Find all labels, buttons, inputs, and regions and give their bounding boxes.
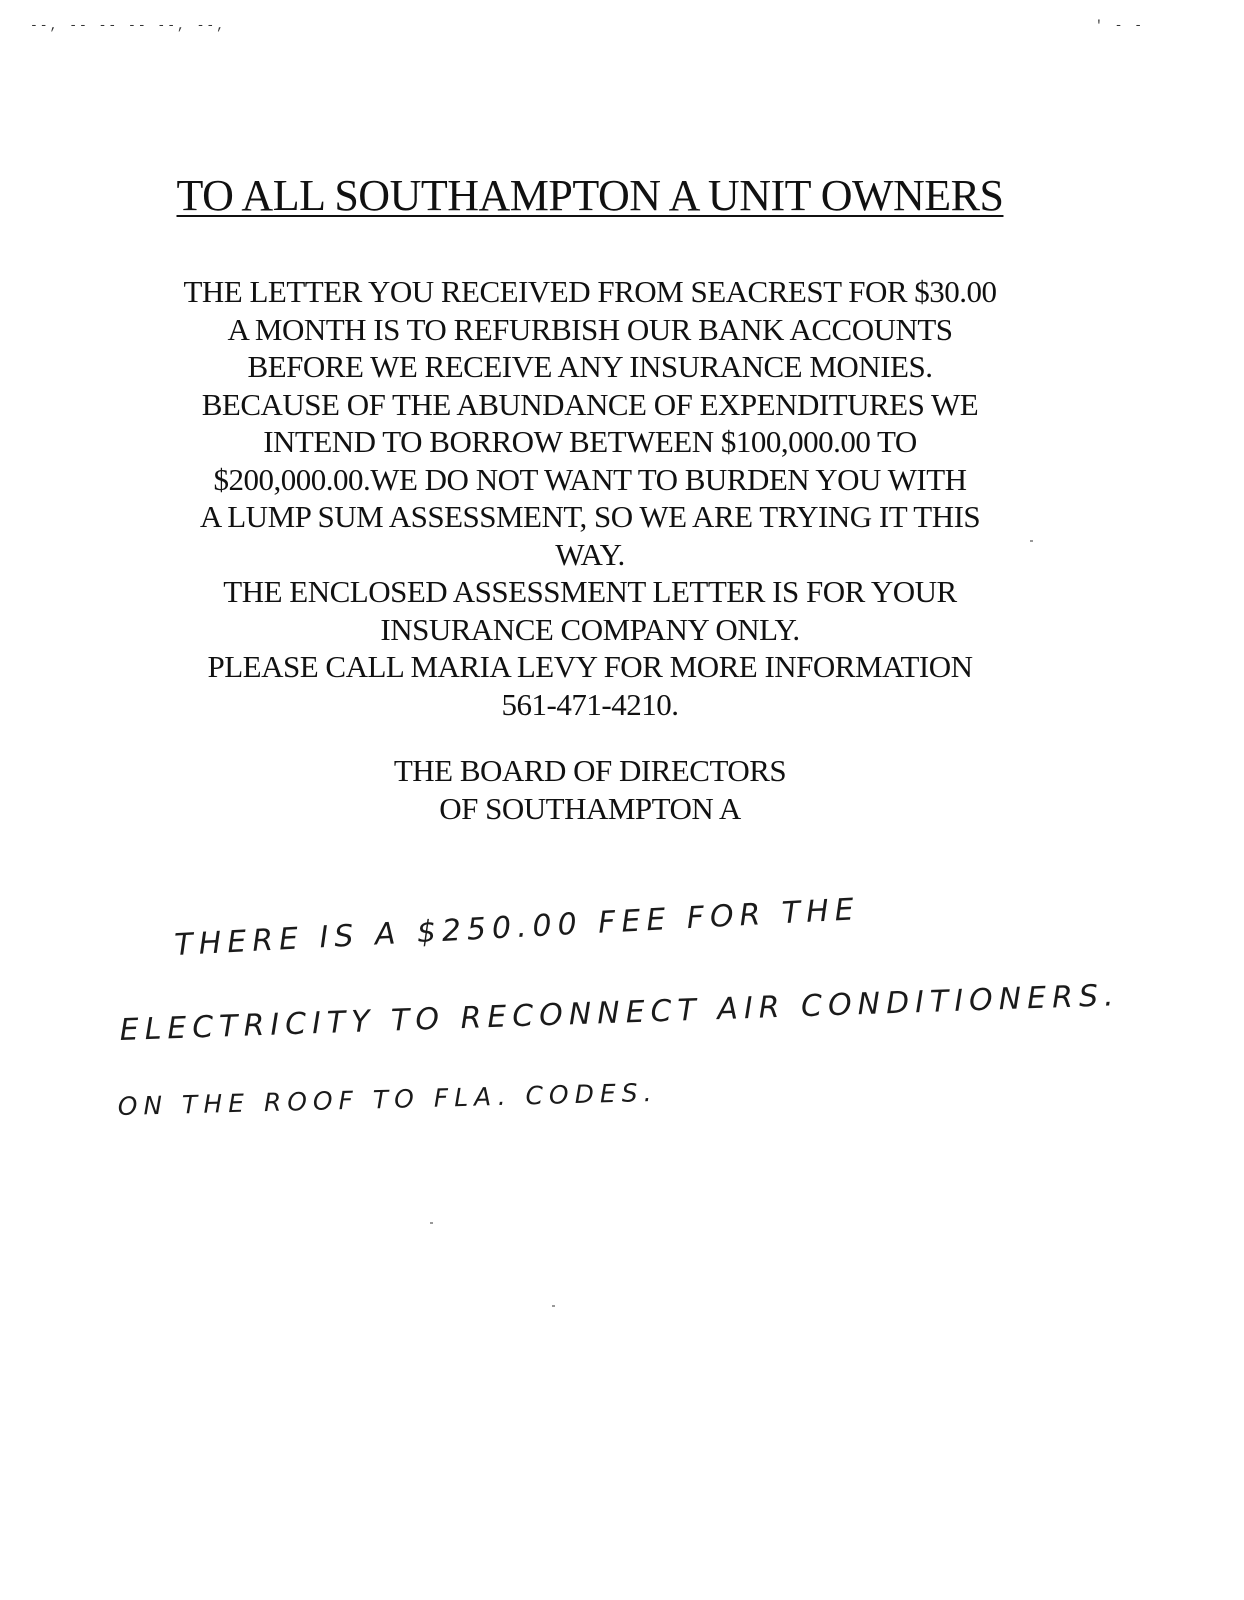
scan-edge-marks [30,18,1214,32]
signature-block [0,752,1180,827]
handwritten-line: ELECTRICITY TO RECONNECT AIR CONDITIONERS. [119,978,1121,1048]
scan-speck [1030,540,1033,542]
body-line: THE LETTER YOU RECEIVED FROM SEACREST FOR $30.00 [183,274,997,309]
body-line: BEFORE WE RECEIVE ANY INSURANCE MONIES. [247,349,933,384]
body-line: INTEND TO BORROW BETWEEN $100,000.00 TO [263,424,917,459]
phone-number: 561-471-4210. [501,686,679,722]
body-line: WAY. [555,536,625,572]
scan-speck [552,1305,555,1307]
body-line: A LUMP SUM ASSESSMENT, SO WE ARE TRYING IT THIS [199,499,981,534]
notice-title: TO ALL SOUTHAMPTON A UNIT OWNERS [176,171,1004,220]
body-line: THE ENCLOSED ASSESSMENT LETTER IS FOR YOUR [223,574,957,609]
scan-speck [430,1222,433,1224]
scan-marks-right: ' - - [1094,18,1144,33]
body-line: INSURANCE COMPANY ONLY. [380,611,800,647]
body-line: BECAUSE OF THE ABUNDANCE OF EXPENDITURES WE [201,386,979,422]
signature-line: OF SOUTHAMPTON A [439,790,741,826]
body-line: A MONTH IS TO REFURBISH OUR BANK ACCOUNTS [227,311,953,347]
notice-body [0,273,1180,723]
body-line: PLEASE CALL MARIA LEVY FOR MORE INFORMATION [207,649,973,684]
handwritten-line: ON THE ROOF TO FLA. CODES. [117,1077,658,1121]
signature-line: THE BOARD OF DIRECTORS [393,753,787,788]
body-line: $200,000.00.WE DO NOT WANT TO BURDEN YOU WITH [213,461,967,497]
handwritten-line: THERE IS A $250.00 FEE FOR THE [173,892,861,963]
scan-marks-left: --, -- -- -- --, --, [30,18,227,33]
